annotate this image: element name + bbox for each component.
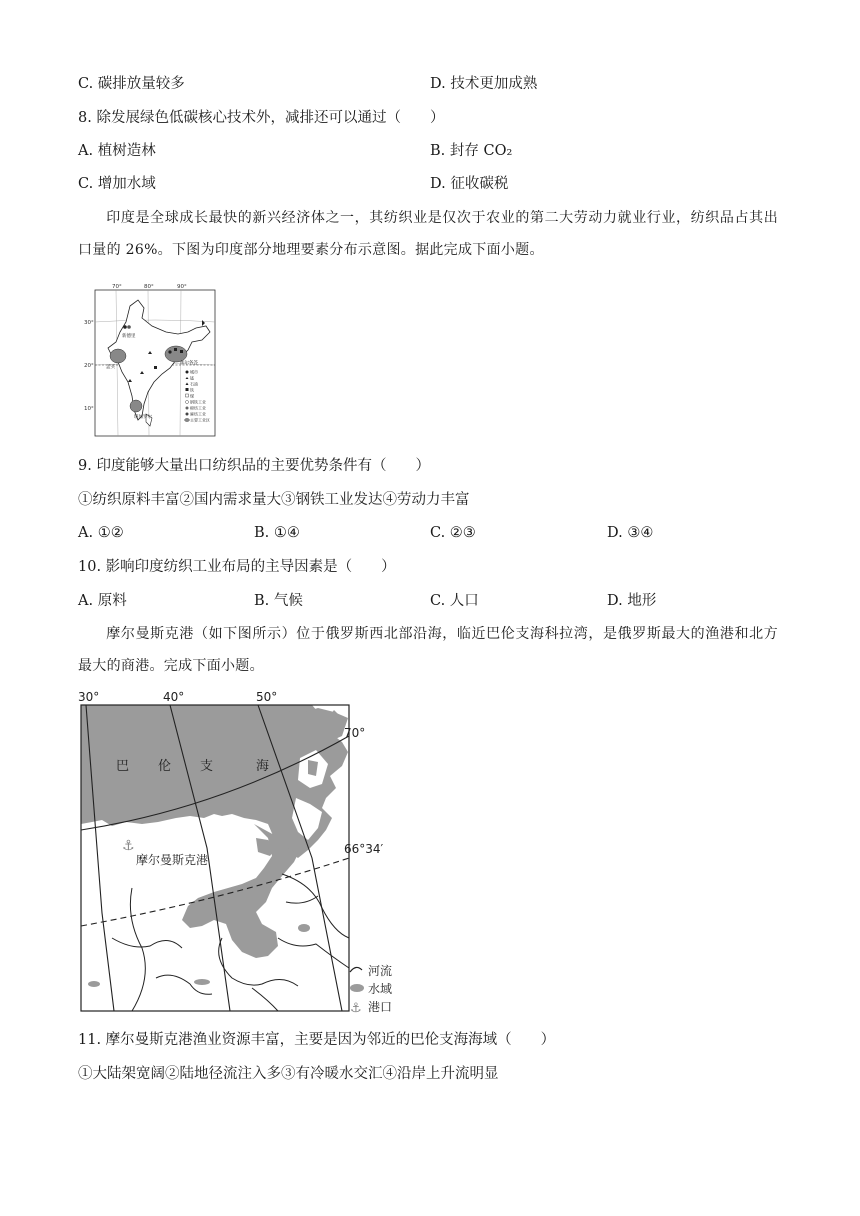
india-city-mumbai: 孟买 [106,365,115,370]
india-legend-4: 煤 [190,393,194,399]
q9-option-c: C. ②③ [430,525,476,541]
sea-label-char-1: 巴 [116,759,130,774]
legend-port: 港口 [368,1000,393,1014]
q9-option-d: D. ③④ [607,525,654,541]
sea-label-char-2: 伦 [158,759,172,774]
india-lon-80: 80° [144,284,154,290]
india-city-bangalore: 班加罗尔 [134,415,152,420]
india-legend-1: 锰 [190,375,194,381]
india-city-delhi: 新德里 [122,334,136,339]
port-legend-icon: ⚓ [350,1001,362,1016]
q10-stem: 10. 影响印度纺织工业布局的主导因素是（ ） [78,559,396,575]
india-legend-6: 棉纺工业 [190,405,206,411]
q9-option-a: A. ①② [78,525,124,541]
anchor-icon: ⚓ [122,838,135,854]
india-lon-90: 90° [177,284,187,290]
sea-label-char-3: 支 [200,759,214,774]
india-map [84,282,218,438]
passage-murmansk: 摩尔曼斯克港（如下图所示）位于俄罗斯西北部沿海，临近巴伦支海科拉湾，是俄罗斯最大的渔港和北方最大的商港。完成下面小题。 [78,626,778,674]
sea-label-char-4: 海 [256,759,270,774]
legend-river: 河流 [368,964,393,978]
q10-option-c: C. 人口 [430,593,479,609]
murmansk-port-label: 摩尔曼斯克港 [136,853,209,867]
murmansk-lon-50: 50° [256,690,278,704]
murmansk-lon-30: 30° [78,690,100,704]
q9-stem: 9. 印度能够大量出口纺织品的主要优势条件有（ ） [78,458,430,474]
white-sea [182,824,298,958]
q10-option-b: B. 气候 [254,593,303,609]
india-legend-8: 主要工业区 [190,417,210,423]
india-lon-70: 70° [112,284,122,290]
lat-70-label: 70° [344,726,366,740]
q11-stem: 11. 摩尔曼斯克港渔业资源丰富，主要是因为邻近的巴伦支海海域（ ） [78,1032,556,1048]
legend-water: 水域 [368,982,393,996]
india-legend-2: 石油 [190,381,198,387]
q11-choices: ①大陆架宽阔②陆地径流注入多③有冷暖水交汇④沿岸上升流明显 [78,1066,499,1082]
murmansk-lon-40: 40° [163,690,185,704]
india-city-kolkata: 加尔各答 [180,361,198,366]
q9-choices: ①纺织原料丰富②国内需求量大③钢铁工业发达④劳动力丰富 [78,492,470,508]
arctic-circle-label: 66°34′ [344,842,384,856]
q9-option-b: B. ①④ [254,525,300,541]
q7-option-c: C. 碳排放量较多 [78,76,185,92]
india-lat-10: 10° [84,406,94,412]
passage-india: 印度是全球成长最快的新兴经济体之一，其纺织业是仅次于农业的第二大劳动力就业行业，纺织品占其出口量的 26%。下图为印度部分地理要素分布示意图。据此完成下面小题。 [78,210,778,258]
q10-option-a: A. 原料 [78,593,127,609]
q8-option-d: D. 征收碳税 [430,176,509,192]
murmansk-map [72,688,412,1018]
q8-option-b: B. 封存 CO₂ [430,143,513,159]
water-legend-icon [350,984,364,992]
q8-option-c: C. 增加水域 [78,176,156,192]
q8-option-a: A. 植树造林 [78,143,156,159]
q8-stem: 8. 除发展绿色低碳核心技术外，减排还可以通过（ ） [78,110,445,126]
river-legend-icon [350,967,362,972]
india-legend-7: 麻纺工业 [190,411,206,417]
q7-option-d: D. 技术更加成熟 [430,76,538,92]
india-legend-5: 钢铁工业 [190,399,206,405]
q10-option-d: D. 地形 [607,593,657,609]
india-lat-20: 20° [84,363,94,369]
india-legend-0: 城市 [190,369,198,375]
india-legend-3: 铁 [190,387,194,393]
india-lat-30: 30° [84,320,94,326]
